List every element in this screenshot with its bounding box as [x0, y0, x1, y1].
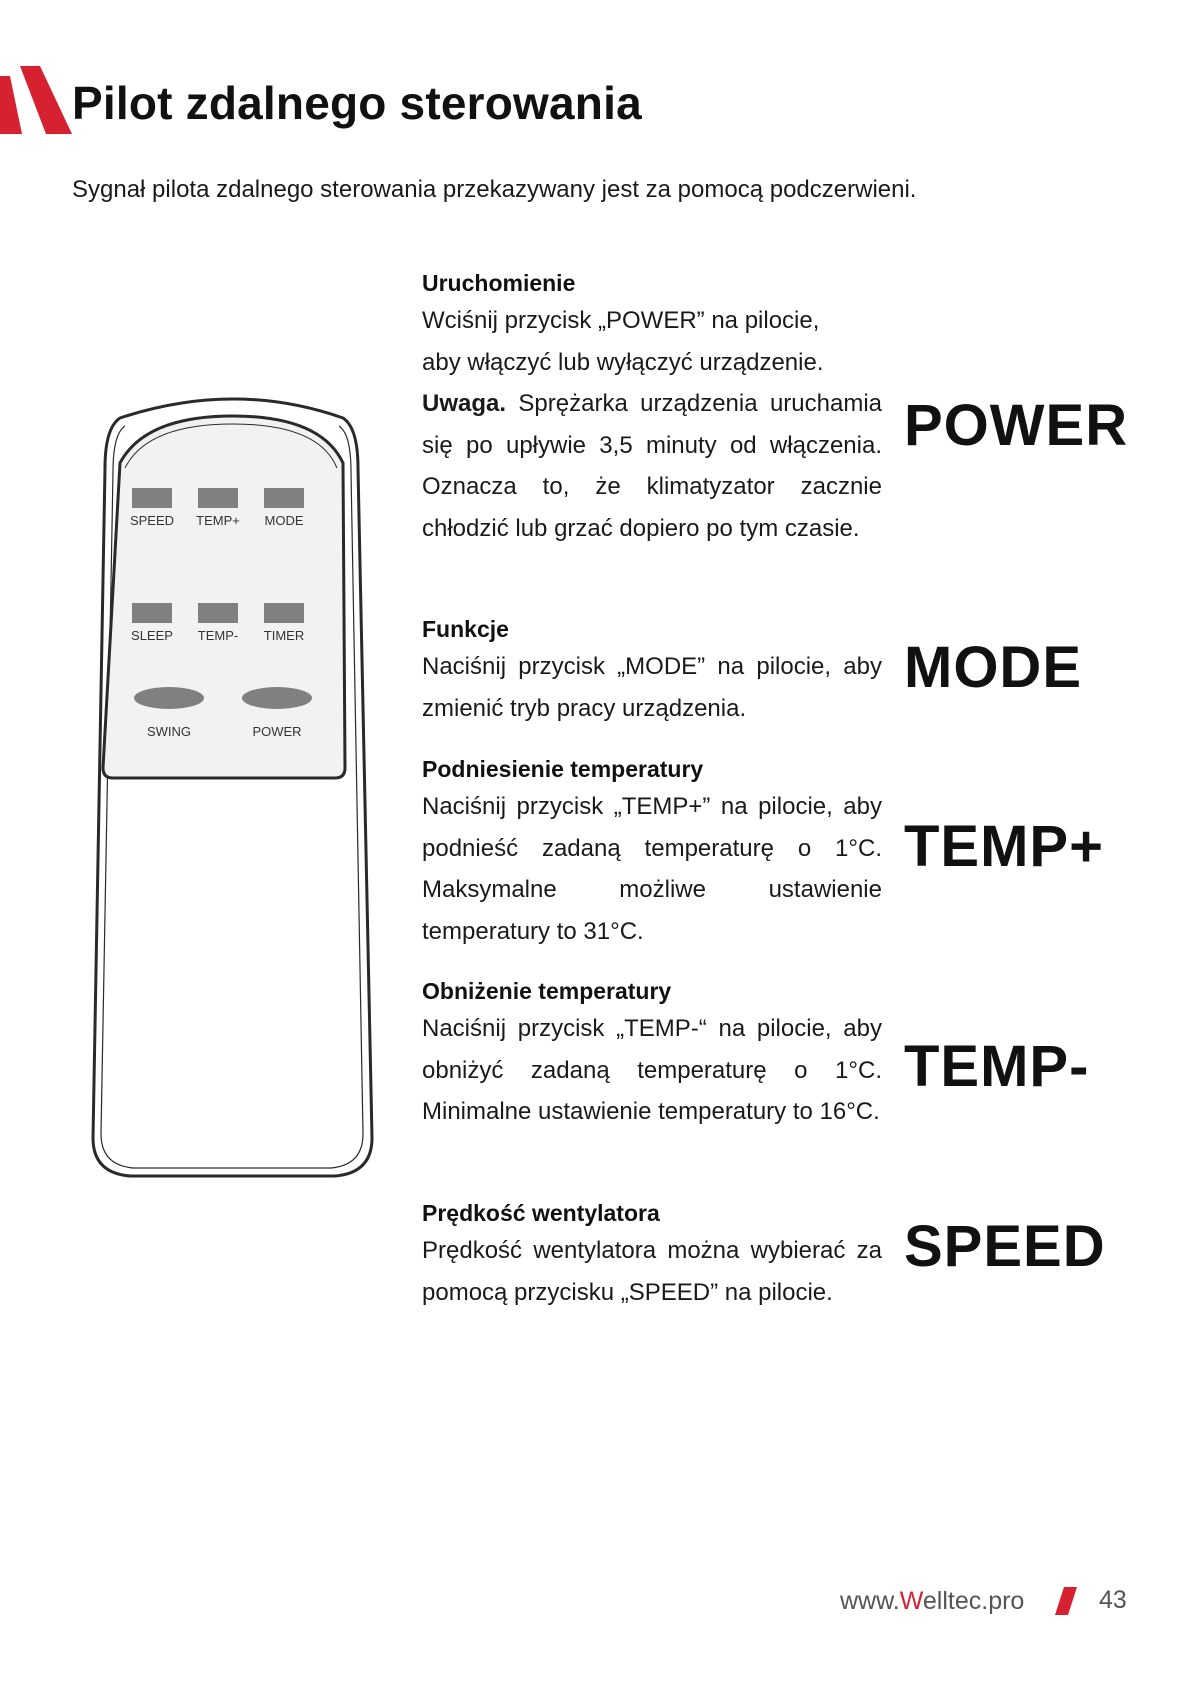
section-body: Naciśnij przycisk „MODE” na pilocie, aby zmienić tryb pracy urządzenia.	[422, 653, 882, 722]
big-label-temp-minus: TEMP-	[904, 1034, 1090, 1099]
footer-url-rest: elltec.pro	[922, 1587, 1025, 1615]
page-title: Pilot zdalnego sterowania	[72, 77, 642, 129]
remote-label-speed: SPEED	[129, 513, 175, 528]
intro-text: Sygnał pilota zdalnego sterowania przekazywany jest za pomocą podczerwieni.	[72, 176, 917, 203]
big-label-power: POWER	[904, 393, 1129, 458]
section-body: Naciśnij przycisk „TEMP-“ na pilocie, aby obniżyć zadaną temperaturę o 1°C. Minimalne ustawienie temperatury to 16°C.	[422, 1015, 882, 1125]
section-body: Prędkość wentylatora można wybierać za pomocą przycisku „SPEED” na pilocie.	[422, 1237, 882, 1306]
sleep-button	[132, 603, 172, 623]
remote-label-mode: MODE	[264, 513, 304, 528]
big-label-mode: MODE	[904, 635, 1082, 700]
remote-label-power: POWER	[252, 724, 302, 739]
section-body: Naciśnij przycisk „TEMP+” na pilocie, aby podnieść zadaną temperaturę o 1°C. Maksymalne możliwe ustawienie temperatury to 31°C.	[422, 793, 882, 945]
remote-button-panel	[103, 416, 345, 778]
swing-button	[134, 687, 204, 709]
section-fan-speed	[422, 1198, 882, 1313]
mode-button	[264, 488, 304, 508]
section-temp-down	[422, 976, 882, 1133]
section-body-line: Wciśnij przycisk „POWER” na pilocie,	[422, 307, 820, 334]
remote-label-timer: TIMER	[263, 628, 305, 643]
brand-logo-mark	[0, 66, 74, 138]
remote-control-illustration	[85, 378, 385, 1178]
section-body-line: aby włączyć lub wyłączyć urządzenie.	[422, 348, 824, 376]
footer-website[interactable]	[840, 1587, 1024, 1616]
power-button	[242, 687, 312, 709]
page-number: 43	[1099, 1586, 1127, 1614]
note-label: Uwaga.	[422, 390, 507, 417]
section-temp-up	[422, 754, 882, 952]
big-label-speed: SPEED	[904, 1214, 1106, 1279]
section-power-on	[422, 268, 882, 549]
timer-button	[264, 603, 304, 623]
remote-label-swing: SWING	[146, 724, 192, 739]
note-text: Sprężarka urządzenia uruchamia się po upływie 3,5 minuty od włączenia. Oznacza to, że klimatyzator zacznie chłodzić lub grzać dopiero po tym czasie.	[422, 390, 882, 542]
remote-label-sleep: SLEEP	[131, 628, 173, 643]
temp-plus-button	[198, 488, 238, 508]
section-heading: Funkcje	[422, 616, 509, 642]
section-functions	[422, 614, 882, 729]
speed-button	[132, 488, 172, 508]
remote-label-temp-plus: TEMP+	[196, 513, 240, 528]
remote-label-temp-minus: TEMP-	[197, 628, 239, 643]
footer-slash-icon	[1055, 1587, 1077, 1615]
section-heading: Prędkość wentylatora	[422, 1200, 660, 1226]
section-heading: Podniesienie temperatury	[422, 756, 704, 782]
temp-minus-button	[198, 603, 238, 623]
section-body	[422, 300, 882, 549]
big-label-temp-plus: TEMP+	[904, 814, 1104, 879]
footer-url-accent: W	[899, 1587, 923, 1615]
footer-url-prefix: www.	[840, 1587, 900, 1615]
section-heading: Obniżenie temperatury	[422, 978, 672, 1004]
section-heading: Uruchomienie	[422, 270, 576, 296]
